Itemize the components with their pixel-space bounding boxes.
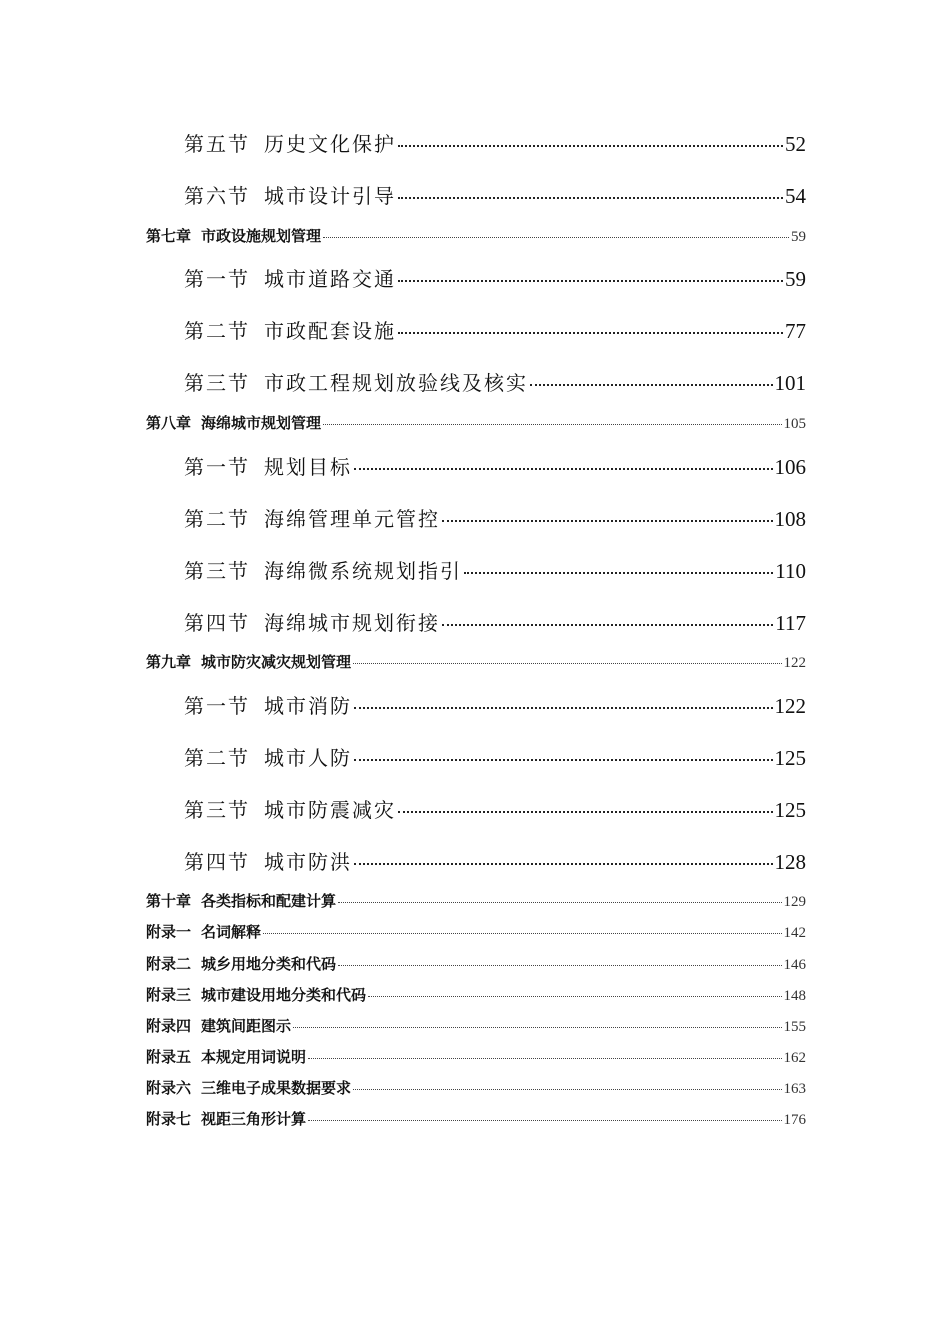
toc-title: 城市道路交通: [264, 267, 396, 291]
toc-entry[interactable]: [184, 555, 806, 584]
toc-entry[interactable]: [184, 846, 806, 875]
toc-number: 附录五: [146, 1048, 192, 1066]
dot-leader: [263, 933, 781, 934]
toc-page-number: 129: [783, 894, 806, 910]
dot-leader: [398, 145, 783, 147]
dot-leader: [323, 424, 781, 425]
toc-title: 城市消防: [264, 694, 352, 718]
toc-number: 第四节: [184, 850, 250, 874]
toc-number: 第六节: [184, 184, 250, 208]
toc-number: 第三节: [184, 371, 250, 395]
toc-title: 城市人防: [264, 746, 352, 770]
toc-entry[interactable]: [146, 1046, 806, 1067]
toc-number: 附录二: [146, 955, 192, 973]
toc-page-number: 117: [775, 611, 806, 635]
toc-title: 城市防震减灾: [264, 798, 396, 822]
toc-entry[interactable]: [146, 1077, 806, 1098]
toc-title: 海绵城市规划衔接: [264, 611, 440, 635]
toc-number: 附录三: [146, 986, 192, 1004]
toc-number: 第三节: [184, 798, 250, 822]
toc-entry[interactable]: [184, 503, 806, 532]
toc-title: 三维电子成果数据要求: [201, 1079, 352, 1097]
toc-number: 第二节: [184, 507, 250, 531]
toc-title: 城乡用地分类和代码: [201, 955, 337, 973]
toc-title: 城市设计引导: [264, 184, 396, 208]
toc-page-number: 155: [783, 1019, 806, 1035]
dot-leader: [354, 468, 773, 470]
toc-title: 海绵微系统规划指引: [264, 559, 462, 583]
toc-number: 第一节: [184, 267, 250, 291]
dot-leader: [338, 965, 781, 966]
toc-page-number: 59: [785, 267, 806, 291]
toc-page-number: 148: [783, 988, 806, 1004]
toc-entry[interactable]: [146, 890, 806, 911]
dot-leader: [442, 624, 773, 626]
toc-number: 第七章: [146, 227, 192, 245]
toc-entry[interactable]: [146, 953, 806, 974]
toc-page-number: 163: [783, 1081, 806, 1097]
toc-title: 规划目标: [264, 455, 352, 479]
toc-title: 市政工程规划放验线及核实: [264, 371, 528, 395]
toc-title: 城市建设用地分类和代码: [201, 986, 367, 1004]
toc-number: 第八章: [146, 414, 192, 432]
toc-page-number: 108: [774, 507, 806, 531]
toc-page-number: 122: [783, 655, 806, 671]
toc-page-number: 54: [785, 184, 806, 208]
toc-number: 附录一: [146, 923, 192, 941]
toc-title: 各类指标和配建计算: [201, 892, 337, 910]
toc-page-number: 176: [783, 1112, 806, 1128]
toc-page-number: 122: [774, 694, 806, 718]
dot-leader: [464, 572, 773, 574]
toc-number: 第二节: [184, 746, 250, 770]
toc-number: 附录六: [146, 1079, 192, 1097]
dot-leader: [308, 1058, 781, 1059]
toc-entry[interactable]: [184, 690, 806, 719]
toc-page-number: 125: [774, 746, 806, 770]
toc-page-number: 105: [783, 416, 806, 432]
toc-number: 附录七: [146, 1110, 192, 1128]
toc-title: 历史文化保护: [264, 132, 396, 156]
toc-page-number: 101: [774, 371, 806, 395]
toc-page-number: 128: [774, 850, 806, 874]
toc-page-number: 77: [785, 319, 806, 343]
toc-page-number: 146: [783, 957, 806, 973]
toc-title: 建筑间距图示: [201, 1017, 292, 1035]
toc-entry[interactable]: [184, 367, 806, 396]
toc-title: 城市防洪: [264, 850, 352, 874]
toc-entry[interactable]: [146, 651, 806, 672]
dot-leader: [338, 902, 781, 903]
dot-leader: [398, 280, 783, 282]
toc-number: 附录四: [146, 1017, 192, 1035]
toc-title: 市政配套设施: [264, 319, 396, 343]
toc-entry[interactable]: [146, 1015, 806, 1036]
toc-page-number: 59: [791, 229, 806, 245]
toc-entry[interactable]: [146, 412, 806, 433]
toc-title: 海绵城市规划管理: [201, 414, 322, 432]
dot-leader: [354, 707, 773, 709]
dot-leader: [354, 863, 773, 865]
toc-title: 本规定用词说明: [201, 1048, 307, 1066]
toc-number: 第五节: [184, 132, 250, 156]
toc-entry[interactable]: [184, 742, 806, 771]
toc-title: 市政设施规划管理: [201, 227, 322, 245]
toc-page-number: 125: [774, 798, 806, 822]
dot-leader: [353, 663, 781, 664]
toc-page-number: 162: [783, 1050, 806, 1066]
dot-leader: [530, 384, 773, 386]
toc-entry[interactable]: [184, 607, 806, 636]
toc-title: 视距三角形计算: [201, 1110, 307, 1128]
dot-leader: [398, 811, 773, 813]
toc-page-number: 142: [783, 925, 806, 941]
dot-leader: [323, 237, 789, 238]
toc-number: 第一节: [184, 455, 250, 479]
toc-entry[interactable]: [184, 451, 806, 480]
toc-page-number: 52: [785, 132, 806, 156]
dot-leader: [354, 759, 773, 761]
dot-leader: [368, 996, 781, 997]
dot-leader: [293, 1027, 781, 1028]
toc-number: 第三节: [184, 559, 250, 583]
dot-leader: [308, 1120, 781, 1121]
toc-title: 城市防灾减灾规划管理: [201, 653, 352, 671]
toc-number: 第二节: [184, 319, 250, 343]
toc-entry[interactable]: [184, 794, 806, 823]
toc-number: 第九章: [146, 653, 192, 671]
toc-entry[interactable]: [184, 315, 806, 344]
toc-number: 第一节: [184, 694, 250, 718]
dot-leader: [398, 197, 783, 199]
dot-leader: [353, 1089, 781, 1090]
toc-entry[interactable]: [184, 128, 806, 157]
toc-number: 第十章: [146, 892, 192, 910]
toc-page-number: 110: [775, 559, 806, 583]
toc-number: 第四节: [184, 611, 250, 635]
dot-leader: [398, 332, 783, 334]
toc-entry[interactable]: [146, 225, 806, 246]
toc-entry[interactable]: [184, 263, 806, 292]
toc-entry[interactable]: [146, 984, 806, 1005]
dot-leader: [442, 520, 773, 522]
toc-entry[interactable]: [146, 1108, 806, 1129]
toc-entry[interactable]: [146, 921, 806, 942]
toc-entry[interactable]: [184, 180, 806, 209]
toc-page-number: 106: [774, 455, 806, 479]
toc-title: 名词解释: [201, 923, 262, 941]
toc-title: 海绵管理单元管控: [264, 507, 440, 531]
